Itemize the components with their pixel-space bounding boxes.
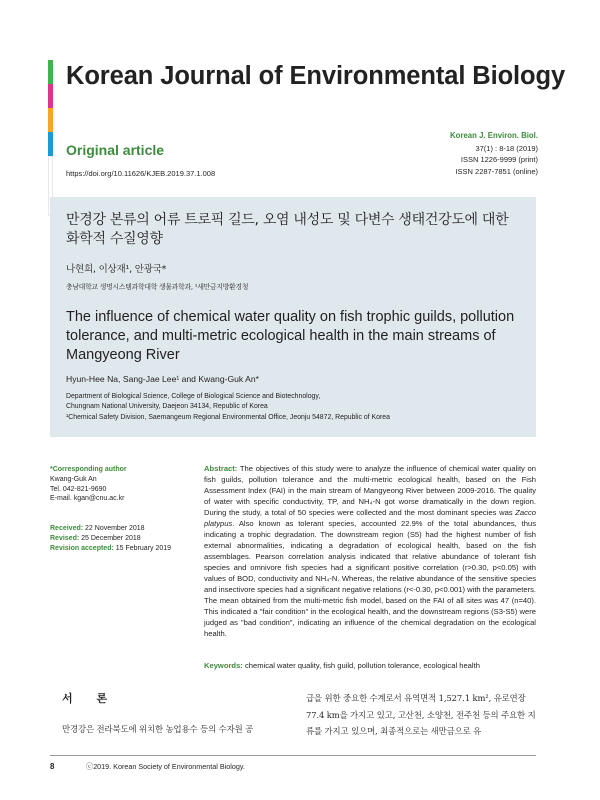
english-title: The influence of chemical water quality on fish trophic guilds, pollution tolerance, and multi-metric ecological health in the main streams of Mangyeong River bbox=[66, 309, 515, 363]
revised-date-row bbox=[50, 534, 190, 544]
doi-link[interactable]: https://doi.org/10.11626/KJEB.2019.37.1.008 bbox=[66, 169, 216, 178]
keywords-label: Keywords: bbox=[204, 661, 243, 670]
article-type-label: Original article bbox=[66, 142, 165, 158]
korean-title bbox=[66, 211, 508, 249]
copyright-notice: ⓒ2019. Korean Society of Environmental Biology. bbox=[86, 762, 245, 771]
section-heading: 서 론 bbox=[62, 692, 118, 705]
affiliation-line: ¹Chemical Safety Division, Saemangeum Regional Environmental Office, Jeonju 54872, Republic of Korea bbox=[66, 413, 390, 421]
korean-affiliation: 충남대학교 생명시스템과학대학 생물과학과, ¹새만금지방환경청 bbox=[66, 283, 249, 291]
english-authors: Hyun-Hee Na, Sang-Jae Lee¹ and Kwang-Guk An* bbox=[66, 374, 259, 384]
korean-title-line: 화학적 수질영향 bbox=[66, 231, 163, 247]
corresponding-author-tel: Tel. 042-821-9690 bbox=[50, 485, 107, 493]
journal-title: Korean Journal of Environmental Biology bbox=[66, 62, 566, 90]
footer-divider bbox=[50, 755, 536, 756]
revised-date: 25 December 2018 bbox=[81, 534, 141, 542]
corresponding-sidebar bbox=[50, 465, 190, 554]
received-date-row bbox=[50, 524, 190, 534]
revised-label: Revised: bbox=[50, 534, 80, 542]
article-dates bbox=[50, 524, 190, 553]
abstract-label: Abstract: bbox=[204, 464, 238, 473]
color-bar-segment bbox=[48, 84, 53, 108]
korean-title-line: 만경강 본류의 어류 트로픽 길드, 오염 내성도 및 다변수 생태건강도에 대한 bbox=[66, 212, 509, 228]
keywords-text: chemical water quality, fish guild, pollution tolerance, ecological health bbox=[244, 661, 480, 670]
body-text-right: 급을 위한 중요한 수계로서 유역면적 1,527.1 km², 유로연장 77.4 km을 가지고 있고, 고산천, 소양천, 전주천 등의 주요한 지류를 가지고 있으며, 최종적으로는 새만금으로 유 bbox=[306, 693, 536, 736]
accepted-date: 15 February 2019 bbox=[115, 544, 172, 552]
accepted-date-row bbox=[50, 544, 190, 554]
received-date: 22 November 2018 bbox=[85, 525, 145, 533]
color-bar-segment bbox=[48, 108, 53, 132]
abstract-text: The objectives of this study were to analyze the influence of chemical water quality on fish guilds, pollution tolerance and the multi-metric ecological health, based on the Fish Assessment Index (FAI) in the main stream of Mangyeong River between 2009-2016. The quality of water with specific conductivity, TP, and NH₄-N got worse dramatically in the down region. During the study, a total of 50 species were collected and the most dominant species was bbox=[204, 464, 536, 517]
abstract-species-name: Zacco platypus bbox=[204, 508, 536, 528]
body-text-left: 만경강은 전라북도에 위치한 농업용수 등의 수자원 공 bbox=[62, 724, 254, 734]
corresponding-author-label: *Corresponding author bbox=[50, 466, 127, 473]
citation-block bbox=[450, 130, 538, 177]
page-number: 8 bbox=[50, 762, 55, 771]
color-bar-segment bbox=[48, 132, 53, 156]
corresponding-author-email[interactable]: E-mail. kgan@cnu.ac.kr bbox=[50, 495, 125, 503]
accepted-label: Revision accepted: bbox=[50, 544, 114, 552]
citation-journal: Korean J. Environ. Biol. bbox=[450, 131, 538, 140]
color-bar-segment bbox=[48, 60, 53, 84]
affiliation-line: Department of Biological Science, College of Biological Science and Biotechnology, bbox=[66, 393, 321, 400]
journal-color-bar bbox=[48, 60, 53, 216]
abstract-text: . Also known as tolerant species, accounted 22.9% of the total abundances, thus indicating a trophic degradation. The downstream region (S5) had the highest number of fish external abnormalities, indicating a degradation of ecological health, based on the fish assemblages. Pearson correlation analysis indicated that relative abundance of tolerant fish species and omnivore fish species had a significant positive correlation (r>0.30, p<0.05) with values of BOD, conductivity and NH₄-N. Whereas, the relative abundance of the sensitive species and insectivore species had a significant negative relations (r<-0.30, p<0.001) with the parameters. The mean obtained from the multi-metric fish model, based on the FAI of all sites was 47 (n=40). This indicated a "fair condition" in the ecological health, and the downstream regions (S3-S5) were judged as "bad condition", indicating an influence of the chemical degradation on the ecological health. bbox=[204, 519, 536, 638]
title-panel bbox=[50, 197, 536, 437]
citation-issn-online: ISSN 2287-7851 (online) bbox=[455, 166, 538, 176]
citation-issn-print: ISSN 1226-9999 (print) bbox=[460, 155, 538, 164]
english-affiliation bbox=[66, 392, 390, 423]
citation-volume: 37(1) : 8-18 (2019) bbox=[475, 143, 538, 153]
corresponding-author-name: Kwang-Guk An bbox=[50, 475, 97, 483]
keywords bbox=[204, 661, 536, 670]
affiliation-line: Chungnam National University, Daejeon 34134, Republic of Korea bbox=[66, 403, 268, 411]
received-label: Received: bbox=[50, 525, 84, 533]
korean-authors: 나현희, 이상재¹, 안광국* bbox=[66, 264, 167, 275]
abstract bbox=[204, 463, 536, 639]
